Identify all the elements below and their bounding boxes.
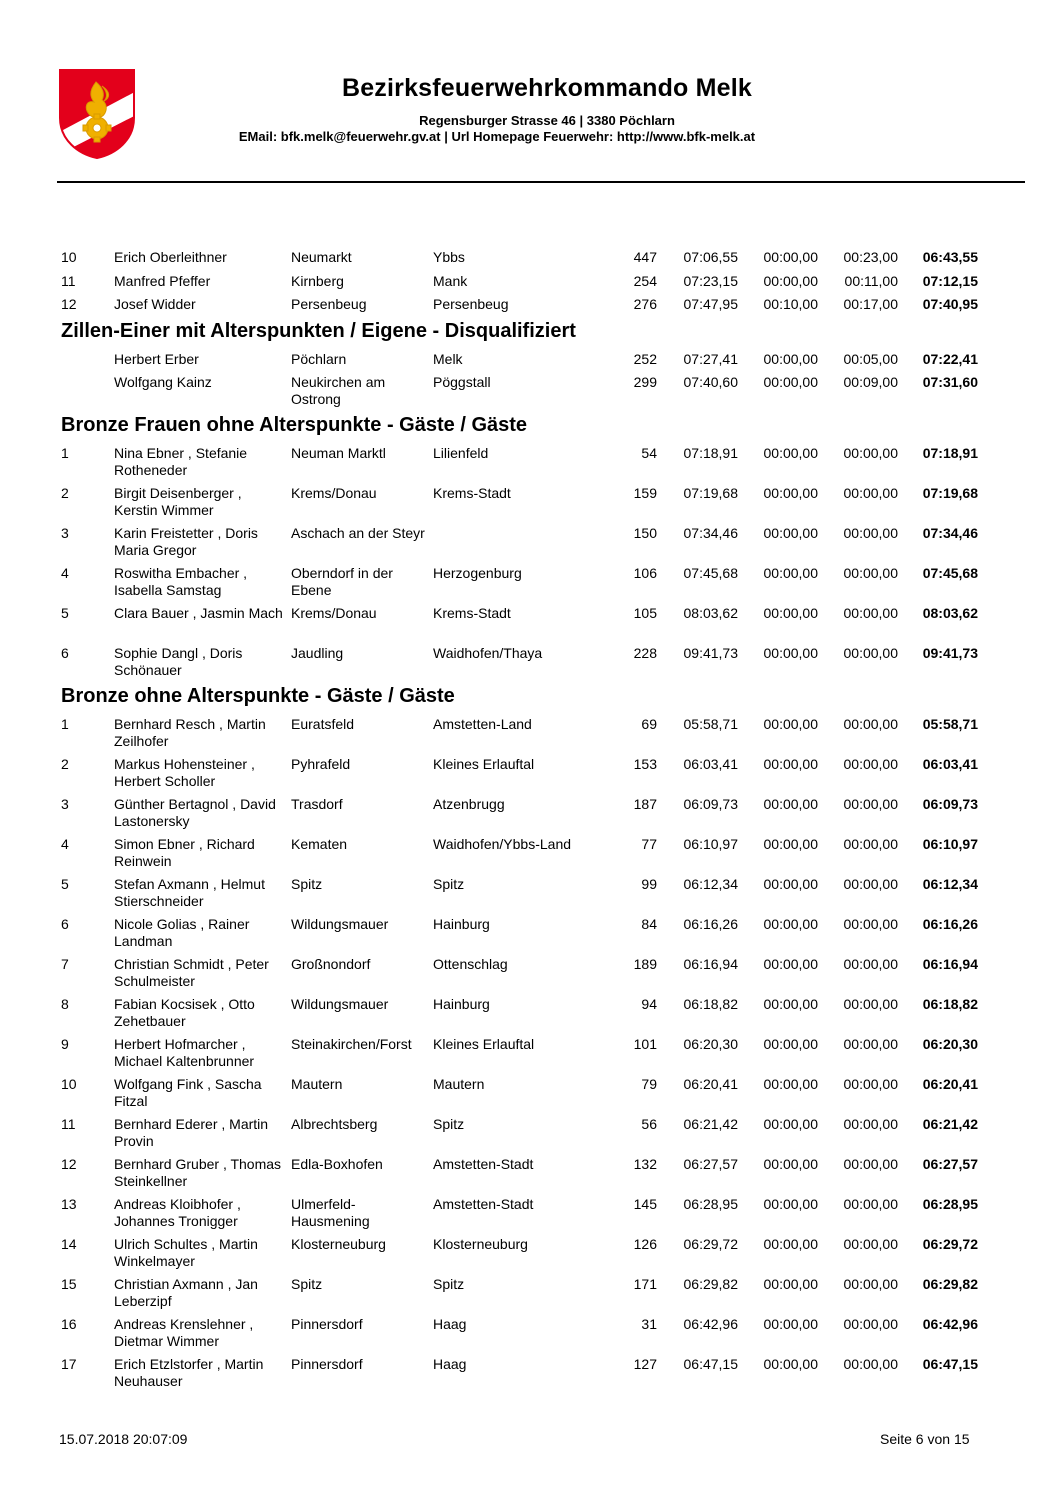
- participant-name: Herbert Erber: [114, 350, 199, 367]
- participant-name: Ulrich Schultes , Martin Winkelmayer: [114, 1236, 258, 1269]
- section-name: Krems-Stadt: [433, 605, 511, 621]
- rank-cell: 1: [61, 716, 69, 732]
- bonus-cell: 00:00,00: [843, 916, 898, 932]
- start-number: 276: [633, 296, 657, 312]
- table-row: [0, 348, 1048, 372]
- participant-name: Andreas Krenslehner , Dietmar Wimmer: [114, 1316, 254, 1349]
- total-time: 07:45,68: [922, 565, 978, 581]
- section-name: Ottenschlag: [433, 956, 508, 972]
- total-time: 06:20,30: [922, 1036, 978, 1052]
- table-row: [0, 482, 1048, 522]
- fire-department: Wildungsmauer: [291, 996, 389, 1012]
- section-name: Klosterneuburg: [433, 1236, 528, 1252]
- section-name: Krems-Stadt: [433, 485, 511, 501]
- time-cell: 07:45,68: [683, 565, 738, 581]
- participant-name: Karin Freistetter , Doris Maria Gregor: [114, 525, 258, 558]
- table-row: [0, 753, 1048, 793]
- fire-department: Kirnberg: [291, 272, 344, 289]
- penalty-cell: 00:00,00: [763, 1276, 818, 1292]
- total-time: 06:20,41: [922, 1076, 978, 1092]
- start-number: 159: [633, 485, 657, 501]
- start-number: 31: [641, 1316, 657, 1332]
- start-number: 106: [633, 565, 657, 581]
- time-cell: 06:20,41: [683, 1076, 738, 1092]
- table-row: [0, 713, 1048, 753]
- total-time: 06:09,73: [922, 796, 978, 812]
- participant-name: Wolfgang Fink , Sascha Fitzal: [114, 1076, 262, 1109]
- bonus-cell: 00:00,00: [843, 1316, 898, 1332]
- rank-cell: 1: [61, 445, 69, 461]
- participant-name: Christian Schmidt , Peter Schulmeister: [114, 956, 269, 989]
- participant-name: Günther Bertagnol , David Lastonersky: [114, 796, 276, 829]
- bonus-cell: 00:00,00: [843, 956, 898, 972]
- participant-name: Josef Widder: [114, 296, 196, 312]
- section-heading: Bronze Frauen ohne Alterspunkte - Gäste / Gäste: [61, 414, 528, 436]
- start-number: 69: [641, 716, 657, 732]
- rank-cell: 2: [61, 756, 69, 772]
- section-name: Amstetten-Stadt: [433, 1196, 534, 1212]
- penalty-cell: 00:00,00: [763, 645, 818, 661]
- participant-name: Nicole Golias , Rainer Landman: [114, 916, 250, 949]
- penalty-cell: 00:00,00: [763, 374, 818, 390]
- participant-name: Herbert Hofmarcher , Michael Kaltenbrunner: [114, 1036, 255, 1069]
- bonus-cell: 00:00,00: [843, 1036, 898, 1052]
- section-name: Spitz: [433, 1116, 465, 1132]
- start-number: 187: [633, 796, 657, 812]
- time-cell: 07:19,68: [683, 485, 738, 501]
- rank-cell: 10: [61, 1076, 77, 1092]
- time-cell: 06:21,42: [683, 1116, 738, 1132]
- total-time: 06:27,57: [922, 1156, 978, 1172]
- fire-department: Euratsfeld: [291, 716, 355, 732]
- bonus-cell: 00:00,00: [843, 876, 898, 892]
- rank-cell: 3: [61, 796, 69, 812]
- section-heading: Bronze ohne Alterspunkte - Gäste / Gäste: [61, 685, 455, 707]
- section-name: Mank: [433, 272, 468, 289]
- total-time: 06:29,82: [922, 1276, 978, 1292]
- total-time: 07:34,46: [922, 525, 978, 541]
- time-cell: 06:10,97: [683, 836, 738, 852]
- time-cell: 07:06,55: [683, 249, 738, 265]
- penalty-cell: 00:00,00: [763, 1116, 818, 1132]
- start-number: 101: [633, 1036, 657, 1052]
- table-row: [0, 1313, 1048, 1353]
- penalty-cell: 00:00,00: [763, 956, 818, 972]
- section-name: Haag: [433, 1356, 467, 1372]
- penalty-cell: 00:00,00: [763, 716, 818, 732]
- start-number: 132: [633, 1156, 657, 1172]
- time-cell: 06:18,82: [683, 996, 738, 1012]
- section-name: Kleines Erlauftal: [433, 756, 535, 772]
- total-time: 09:41,73: [922, 645, 978, 661]
- penalty-cell: 00:00,00: [763, 876, 818, 892]
- fire-department: Pöchlarn: [291, 350, 347, 367]
- section-name: Kleines Erlauftal: [433, 1036, 535, 1052]
- fire-department: Albrechtsberg: [291, 1116, 378, 1132]
- total-time: 07:19,68: [922, 485, 978, 501]
- section-name: Haag: [433, 1316, 467, 1332]
- bonus-cell: 00:23,00: [843, 249, 898, 265]
- penalty-cell: 00:00,00: [763, 1156, 818, 1172]
- start-number: 99: [641, 876, 657, 892]
- total-time: 07:40,95: [922, 296, 978, 312]
- penalty-cell: 00:00,00: [763, 1356, 818, 1372]
- bonus-cell: 00:00,00: [843, 1076, 898, 1092]
- participant-name: Bernhard Ederer , Martin Provin: [114, 1116, 269, 1149]
- rank-cell: 6: [61, 645, 69, 661]
- time-cell: 06:16,26: [683, 916, 738, 932]
- bonus-cell: 00:00,00: [843, 445, 898, 461]
- section-name: Waidhofen/Thaya: [433, 645, 543, 661]
- section-name: Persenbeug: [433, 296, 509, 312]
- penalty-cell: 00:00,00: [763, 996, 818, 1012]
- start-number: 153: [633, 756, 657, 772]
- start-number: 189: [633, 956, 657, 972]
- table-row: [0, 1033, 1048, 1073]
- start-number: 94: [641, 996, 657, 1012]
- fire-department: Neumarkt: [291, 249, 352, 265]
- table-row: [0, 793, 1048, 833]
- start-number: 79: [641, 1076, 657, 1092]
- penalty-cell: 00:00,00: [763, 350, 818, 367]
- penalty-cell: 00:00,00: [763, 249, 818, 265]
- penalty-cell: 00:00,00: [763, 605, 818, 621]
- section-name: Waidhofen/Ybbs-Land: [433, 836, 572, 852]
- penalty-cell: 00:00,00: [763, 1036, 818, 1052]
- section-name: Atzenbrugg: [433, 796, 505, 812]
- total-time: 07:22,41: [922, 350, 978, 367]
- total-time: 07:31,60: [922, 374, 978, 390]
- penalty-cell: 00:00,00: [763, 916, 818, 932]
- start-number: 171: [633, 1276, 657, 1292]
- contact-line: EMail: bfk.melk@feuerwehr.gv.at | Url Homepage Feuerwehr: http://www.bfk-melk.at: [238, 129, 756, 144]
- penalty-cell: 00:00,00: [763, 272, 818, 289]
- fire-department: Krems/Donau: [291, 485, 377, 501]
- time-cell: 07:27,41: [683, 350, 738, 367]
- rank-cell: 17: [61, 1356, 77, 1372]
- participant-name: Erich Oberleithner: [114, 249, 227, 265]
- bonus-cell: 00:00,00: [843, 1356, 898, 1372]
- table-row: [0, 913, 1048, 953]
- time-cell: 06:20,30: [683, 1036, 738, 1052]
- section-name: Amstetten-Land: [433, 716, 532, 732]
- table-row: [0, 873, 1048, 913]
- bonus-cell: 00:00,00: [843, 1116, 898, 1132]
- bonus-cell: 00:00,00: [843, 756, 898, 772]
- fire-department: Klosterneuburg: [291, 1236, 386, 1252]
- rank-cell: 2: [61, 485, 69, 501]
- bonus-cell: 00:00,00: [843, 796, 898, 812]
- total-time: 06:29,72: [922, 1236, 978, 1252]
- section-name: Spitz: [433, 876, 465, 892]
- section-name: Lilienfeld: [433, 445, 489, 461]
- bonus-cell: 00:09,00: [843, 374, 898, 390]
- print-timestamp: 15.07.2018 20:07:09: [59, 1431, 188, 1447]
- start-number: 447: [633, 249, 657, 265]
- fire-department: Kematen: [291, 836, 348, 852]
- time-cell: 07:40,60: [683, 374, 738, 390]
- total-time: 06:10,97: [922, 836, 978, 852]
- fire-department: Oberndorf in der Ebene: [291, 565, 393, 598]
- time-cell: 06:27,57: [683, 1156, 738, 1172]
- table-row: [0, 442, 1048, 482]
- penalty-cell: 00:00,00: [763, 445, 818, 461]
- participant-name: Stefan Axmann , Helmut Stierschneider: [114, 876, 265, 909]
- participant-name: Birgit Deisenberger , Kerstin Wimmer: [114, 485, 242, 518]
- bonus-cell: 00:00,00: [843, 605, 898, 621]
- bonus-cell: 00:00,00: [843, 565, 898, 581]
- participant-name: Bernhard Resch , Martin Zeilhofer: [114, 716, 266, 749]
- start-number: 54: [641, 445, 657, 461]
- total-time: 06:28,95: [922, 1196, 978, 1212]
- fire-department: Neukirchen am Ostrong: [291, 374, 386, 407]
- bonus-cell: 00:17,00: [843, 296, 898, 312]
- participant-name: Manfred Pfeffer: [114, 272, 211, 289]
- time-cell: 07:34,46: [683, 525, 738, 541]
- participant-name: Bernhard Gruber , Thomas Steinkellner: [114, 1156, 282, 1189]
- participant-name: Markus Hohensteiner , Herbert Scholler: [114, 756, 255, 789]
- start-number: 105: [633, 605, 657, 621]
- total-time: 06:16,26: [922, 916, 978, 932]
- participant-name: Fabian Kocsisek , Otto Zehetbauer: [114, 996, 255, 1029]
- start-number: 254: [633, 272, 657, 289]
- total-time: 07:12,15: [922, 272, 978, 289]
- participant-name: Sophie Dangl , Doris Schönauer: [114, 645, 243, 678]
- total-time: 08:03,62: [922, 605, 978, 621]
- penalty-cell: 00:00,00: [763, 796, 818, 812]
- total-time: 06:18,82: [922, 996, 978, 1012]
- bonus-cell: 00:00,00: [843, 1236, 898, 1252]
- rank-cell: 5: [61, 876, 69, 892]
- rank-cell: 8: [61, 996, 69, 1012]
- table-row: [0, 1113, 1048, 1153]
- table-row: [0, 602, 1048, 642]
- total-time: 06:42,96: [922, 1316, 978, 1332]
- table-row: [0, 522, 1048, 562]
- rank-cell: 4: [61, 565, 69, 581]
- rank-cell: 12: [61, 296, 77, 312]
- penalty-cell: 00:00,00: [763, 1196, 818, 1212]
- rank-cell: 9: [61, 1036, 69, 1052]
- table-row: [0, 1153, 1048, 1193]
- penalty-cell: 00:00,00: [763, 1236, 818, 1252]
- penalty-cell: 00:10,00: [763, 296, 818, 312]
- header-divider: [57, 181, 1025, 183]
- total-time: 07:18,91: [922, 445, 978, 461]
- table-row: [0, 833, 1048, 873]
- fire-department: Wildungsmauer: [291, 916, 389, 932]
- fire-department: Ulmerfeld-Hausmening: [291, 1196, 370, 1229]
- results-list: [0, 246, 1048, 1393]
- rank-cell: 10: [61, 249, 77, 265]
- fire-department: Trasdorf: [291, 796, 343, 812]
- organization-title: Bezirksfeuerwehrkommando Melk: [341, 74, 753, 102]
- time-cell: 08:03,62: [683, 605, 738, 621]
- total-time: 06:43,55: [922, 249, 978, 265]
- table-row: [0, 371, 1048, 411]
- time-cell: 07:47,95: [683, 296, 738, 312]
- start-number: 150: [633, 525, 657, 541]
- fire-department: Spitz: [291, 876, 323, 892]
- table-row: [0, 1273, 1048, 1313]
- start-number: 252: [633, 350, 657, 367]
- penalty-cell: 00:00,00: [763, 1316, 818, 1332]
- time-cell: 05:58,71: [683, 716, 738, 732]
- start-number: 56: [641, 1116, 657, 1132]
- bonus-cell: 00:00,00: [843, 1156, 898, 1172]
- fire-department: Edla-Boxhofen: [291, 1156, 383, 1172]
- total-time: 05:58,71: [922, 716, 978, 732]
- start-number: 228: [633, 645, 657, 661]
- time-cell: 06:29,82: [683, 1276, 738, 1292]
- fire-department: Spitz: [291, 1276, 323, 1292]
- rank-cell: 16: [61, 1316, 77, 1332]
- start-number: 77: [641, 836, 657, 852]
- penalty-cell: 00:00,00: [763, 485, 818, 501]
- participant-name: Erich Etzlstorfer , Martin Neuhauser: [114, 1356, 264, 1389]
- section-name: Spitz: [433, 1276, 465, 1292]
- time-cell: 09:41,73: [683, 645, 738, 661]
- time-cell: 06:03,41: [683, 756, 738, 772]
- section-name: Hainburg: [433, 916, 490, 932]
- section-name: Ybbs: [433, 249, 465, 265]
- section-name: Hainburg: [433, 996, 490, 1012]
- fire-department: Großnondorf: [291, 956, 371, 972]
- rank-cell: 13: [61, 1196, 77, 1212]
- participant-name: Andreas Kloibhofer , Johannes Tronigger: [114, 1196, 241, 1229]
- table-row: [0, 1073, 1048, 1113]
- feuerwehr-logo: [58, 68, 136, 160]
- rank-cell: 3: [61, 525, 69, 541]
- table-row: [0, 642, 1048, 682]
- table-row: [0, 270, 1048, 294]
- table-row: [0, 562, 1048, 602]
- penalty-cell: 00:00,00: [763, 756, 818, 772]
- participant-name: Clara Bauer , Jasmin Mach: [114, 605, 283, 621]
- total-time: 06:21,42: [922, 1116, 978, 1132]
- section-name: Amstetten-Stadt: [433, 1156, 534, 1172]
- penalty-cell: 00:00,00: [763, 836, 818, 852]
- rank-cell: 11: [61, 272, 76, 289]
- time-cell: 06:42,96: [683, 1316, 738, 1332]
- rank-cell: 12: [61, 1156, 77, 1172]
- bonus-cell: 00:11,00: [844, 272, 898, 289]
- penalty-cell: 00:00,00: [763, 1076, 818, 1092]
- penalty-cell: 00:00,00: [763, 525, 818, 541]
- bonus-cell: 00:00,00: [843, 716, 898, 732]
- bonus-cell: 00:00,00: [843, 645, 898, 661]
- time-cell: 06:28,95: [683, 1196, 738, 1212]
- table-row: [0, 953, 1048, 993]
- table-row: [0, 993, 1048, 1033]
- time-cell: 06:29,72: [683, 1236, 738, 1252]
- bonus-cell: 00:00,00: [843, 485, 898, 501]
- page-number: Seite 6 von 15: [880, 1431, 970, 1447]
- section-name: Melk: [433, 350, 463, 367]
- section-name: Pöggstall: [433, 374, 491, 390]
- fire-department: Mautern: [291, 1076, 343, 1092]
- fire-department: Pyhrafeld: [291, 756, 351, 772]
- time-cell: 06:47,15: [683, 1356, 738, 1372]
- time-cell: 07:18,91: [683, 445, 738, 461]
- rank-cell: 11: [61, 1116, 76, 1132]
- rank-cell: 4: [61, 836, 69, 852]
- time-cell: 06:16,94: [683, 956, 738, 972]
- rank-cell: 5: [61, 605, 69, 621]
- organization-address: Regensburger Strasse 46 | 3380 Pöchlarn: [419, 113, 675, 128]
- rank-cell: 7: [61, 956, 69, 972]
- fire-department: Persenbeug: [291, 296, 367, 312]
- total-time: 06:03,41: [922, 756, 978, 772]
- bonus-cell: 00:00,00: [843, 1196, 898, 1212]
- start-number: 126: [633, 1236, 657, 1252]
- start-number: 299: [633, 374, 657, 390]
- bonus-cell: 00:00,00: [843, 996, 898, 1012]
- bonus-cell: 00:05,00: [843, 350, 898, 367]
- section-name: Herzogenburg: [433, 565, 522, 581]
- fire-department: Pinnersdorf: [291, 1356, 363, 1372]
- total-time: 06:12,34: [922, 876, 978, 892]
- start-number: 145: [633, 1196, 657, 1212]
- table-row: [0, 293, 1048, 317]
- start-number: 84: [641, 916, 657, 932]
- time-cell: 06:09,73: [683, 796, 738, 812]
- total-time: 06:16,94: [922, 956, 978, 972]
- participant-name: Nina Ebner , Stefanie Rotheneder: [114, 445, 248, 478]
- participant-name: Wolfgang Kainz: [114, 374, 212, 390]
- fire-department: Krems/Donau: [291, 605, 377, 621]
- participant-name: Simon Ebner , Richard Reinwein: [114, 836, 255, 869]
- table-row: [0, 1353, 1048, 1393]
- fire-department: Jaudling: [291, 645, 344, 661]
- time-cell: 06:12,34: [683, 876, 738, 892]
- fire-department: Neuman Marktl: [291, 445, 386, 461]
- fire-department: Pinnersdorf: [291, 1316, 363, 1332]
- participant-name: Roswitha Embacher , Isabella Samstag: [114, 565, 248, 598]
- bonus-cell: 00:00,00: [843, 836, 898, 852]
- table-row: [0, 246, 1048, 270]
- section-heading: Zillen-Einer mit Alterspunkten / Eigene - Disqualifiziert: [61, 319, 576, 342]
- rank-cell: 14: [61, 1236, 77, 1252]
- rank-cell: 15: [61, 1276, 77, 1292]
- start-number: 127: [633, 1356, 657, 1372]
- penalty-cell: 00:00,00: [763, 565, 818, 581]
- bonus-cell: 00:00,00: [843, 525, 898, 541]
- fire-department: Aschach an der Steyr: [291, 525, 425, 541]
- rank-cell: 6: [61, 916, 69, 932]
- participant-name: Christian Axmann , Jan Leberzipf: [114, 1276, 258, 1309]
- total-time: 06:47,15: [922, 1356, 978, 1372]
- table-row: [0, 1193, 1048, 1233]
- table-row: [0, 1233, 1048, 1273]
- bonus-cell: 00:00,00: [843, 1276, 898, 1292]
- section-name: Mautern: [433, 1076, 485, 1092]
- fire-department: Steinakirchen/Forst: [291, 1036, 412, 1052]
- time-cell: 07:23,15: [683, 272, 738, 289]
